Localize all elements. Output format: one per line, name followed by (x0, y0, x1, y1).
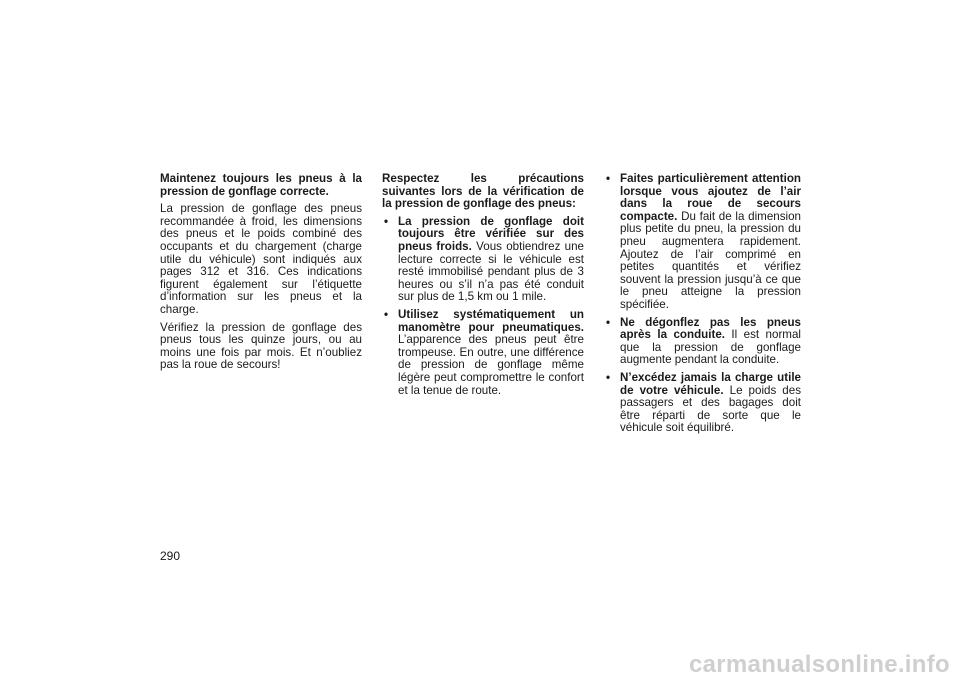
list-item (604, 317, 801, 367)
column-2 (382, 173, 584, 402)
item-bold: Utilisez systématiquement un manomètre pour pneumatiques. (398, 307, 584, 334)
list-item (382, 309, 584, 397)
section-heading: Maintenez toujours les pneus à la pression de gonflage correcte. (160, 172, 362, 198)
item-bold: N’excédez jamais la charge utile de votre véhicule. (620, 370, 801, 397)
item-bold: Ne dégonflez pas les pneus après la conduite. (620, 315, 801, 342)
bullet-icon: • (384, 307, 389, 321)
section-heading: Respectez les précautions suivantes lors de la vérification de la pression de gonflage des pneus: (382, 172, 584, 211)
list-item (604, 372, 801, 435)
column-3 (604, 173, 801, 440)
bullet-icon: • (606, 172, 611, 185)
bullet-icon: • (384, 214, 389, 228)
list-item (604, 173, 801, 312)
item-text: Du fait de la dimension plus petite du pneu, la pression du pneu augmentera rapidement. Ajoutez de l’air comprimé en petites quantités et vérifiez souvent la pression jusqu’à ce que le pneu atteigne la pression spécifiée. (620, 209, 801, 311)
watermark: carmanualsonline.info (688, 651, 950, 678)
item-text: Vous obtiendrez une lecture correcte si le véhicule est resté immobilisé pendant plus de 3 heures ou s’il n’a pas été conduit sur plus de 1,5 km ou 1 mile. (398, 239, 584, 304)
precautions-list (382, 216, 584, 397)
item-bold: Faites particulièrement attention lorsque vous ajoutez de l’air dans la roue de secours compacte. (620, 172, 801, 223)
precautions-list (604, 173, 801, 435)
item-text: Le poids des passagers et des bagages doit être réparti de sorte que le véhicule soit équilibré. (620, 383, 801, 435)
paragraph: La pression de gonflage des pneus recommandée à froid, les dimensions des pneus et le poids combiné des occupants et du chargement (charge utile du véhicule) sont indiqués aux pages 312 et 316. Ces indications figurent également sur l’étiquette d’information sur les pneus et la charge. (160, 202, 362, 316)
item-bold: La pression de gonflage doit toujours être vérifiée sur des pneus froids. (398, 214, 584, 253)
list-item (382, 216, 584, 304)
page-number: 290 (160, 549, 181, 563)
item-text: Il est normal que la pression de gonflage augmente pendant la conduite. (620, 328, 801, 367)
bullet-icon: • (606, 370, 611, 384)
column-1 (160, 173, 362, 377)
bullet-icon: • (606, 315, 611, 329)
paragraph: Vérifiez la pression de gonflage des pneus tous les quinze jours, ou au moins une fois par mois. Et n’oubliez pas la roue de secours! (160, 320, 362, 372)
item-text: L’apparence des pneus peut être trompeuse. En outre, une différence de pression de gonflage même légère peut compromettre le confort et la tenue de route. (398, 333, 584, 397)
